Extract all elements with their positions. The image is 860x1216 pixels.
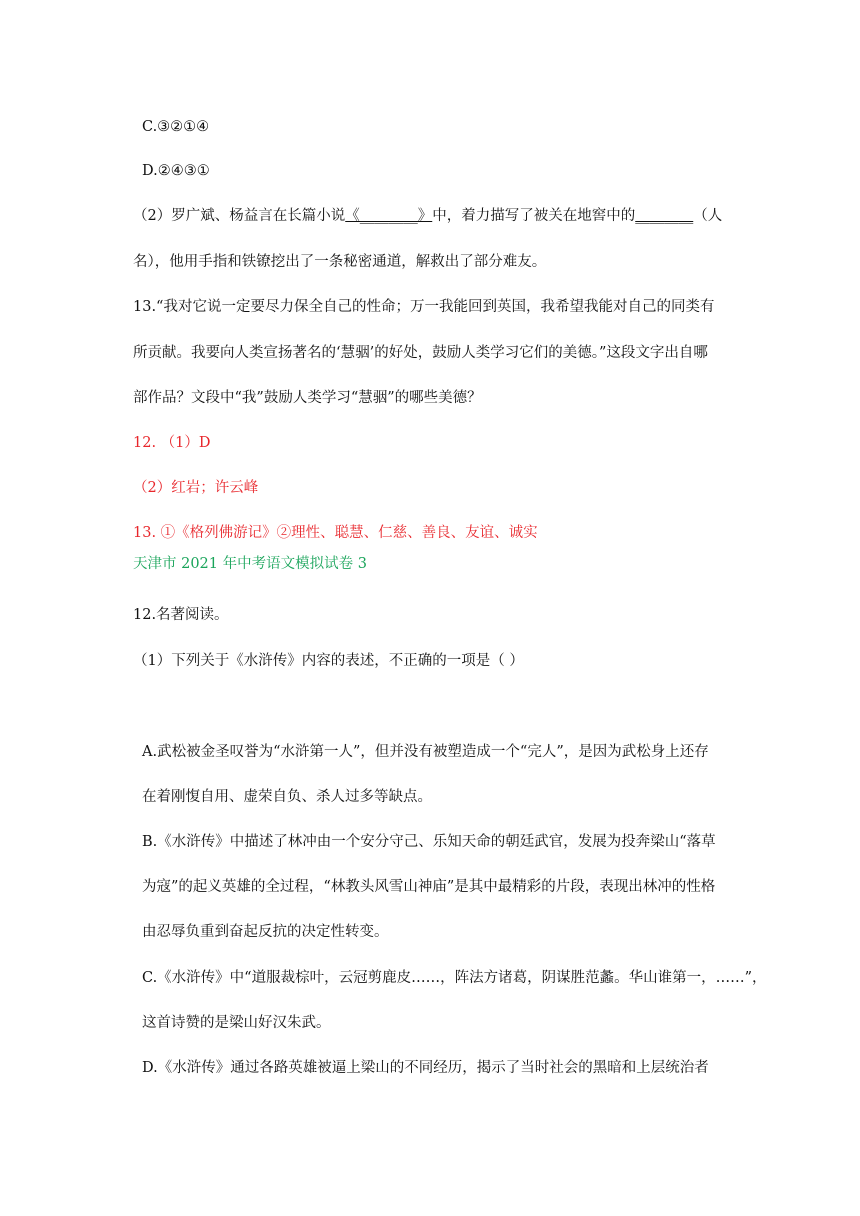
question-12-title: 12.名著阅读。 <box>133 607 229 623</box>
answer-12-2: （2）红岩；许云峰 <box>133 480 259 496</box>
answer-12-1: 12. （1）D <box>133 435 211 451</box>
book-title-blank: 《________》 <box>345 208 433 224</box>
option-a-cont: 在着刚愎自用、虚荣自负、杀人过多等缺点。 <box>142 789 432 805</box>
option-b: B.《水浒传》中描述了林冲由一个安分守己、乐知天命的朝廷武官，发展为投奔梁山“落草 <box>142 834 716 850</box>
answer-13: 13. ①《格列佛游记》②理性、聪慧、仁慈、善良、友谊、诚实 <box>133 525 538 541</box>
option-d-2: D.《水浒传》通过各路英雄被逼上梁山的不同经历，揭示了当时社会的黑暗和上层统治者 <box>142 1060 709 1076</box>
option-c-2-cont: 这首诗赞的是梁山好汉朱武。 <box>142 1015 331 1031</box>
option-c-2: C.《水浒传》中“道服裁棕叶，云冠剪鹿皮……，阵法方诸葛，阴谋胜范蠡。华山谁第一，……”， <box>142 970 767 986</box>
question-13-cont-1: 所贡献。我要向人类宣扬著名的‘慧骃’的好处，鼓励人类学习它们的美德。”这段文字出自哪 <box>133 345 708 361</box>
q12-2-part1: （2）罗广斌、杨益言在长篇小说 <box>133 208 346 224</box>
option-c: C.③②①④ <box>142 119 210 135</box>
option-a: A.武松被金圣叹誉为“水浒第一人”，但并没有被塑造成一个“完人”，是因为武松身上还存 <box>142 744 709 760</box>
section-heading: 天津市 2021 年中考语文模拟试卷 3 <box>133 556 367 572</box>
question-12-2-cont: 名），他用手指和铁镣挖出了一条秘密通道，解救出了部分难友。 <box>133 254 547 270</box>
option-b-cont-1: 为寇”的起义英雄的全过程，“林教头风雪山神庙”是其中最精彩的片段，表现出林冲的性格 <box>142 879 716 895</box>
question-13: 13.“我对它说一定要尽力保全自己的性命；万一我能回到英国，我希望我能对自己的同类有 <box>133 299 715 315</box>
q12-2-part2: 中，着力描写了被关在地窖中的 <box>432 208 636 224</box>
person-name-blank: ________ <box>635 208 694 224</box>
q12-2-part3: （人 <box>693 208 723 224</box>
question-12-2 <box>133 209 722 224</box>
option-b-cont-2: 由忍辱负重到奋起反抗的决定性转变。 <box>142 924 389 940</box>
question-13-cont-2: 部作品？文段中“我”鼓励人类学习“慧骃”的哪些美德？ <box>133 390 482 406</box>
option-d: D.②④③① <box>142 163 210 179</box>
question-12-1: （1）下列关于《水浒传》内容的表述，不正确的一项是（ ） <box>133 653 524 669</box>
